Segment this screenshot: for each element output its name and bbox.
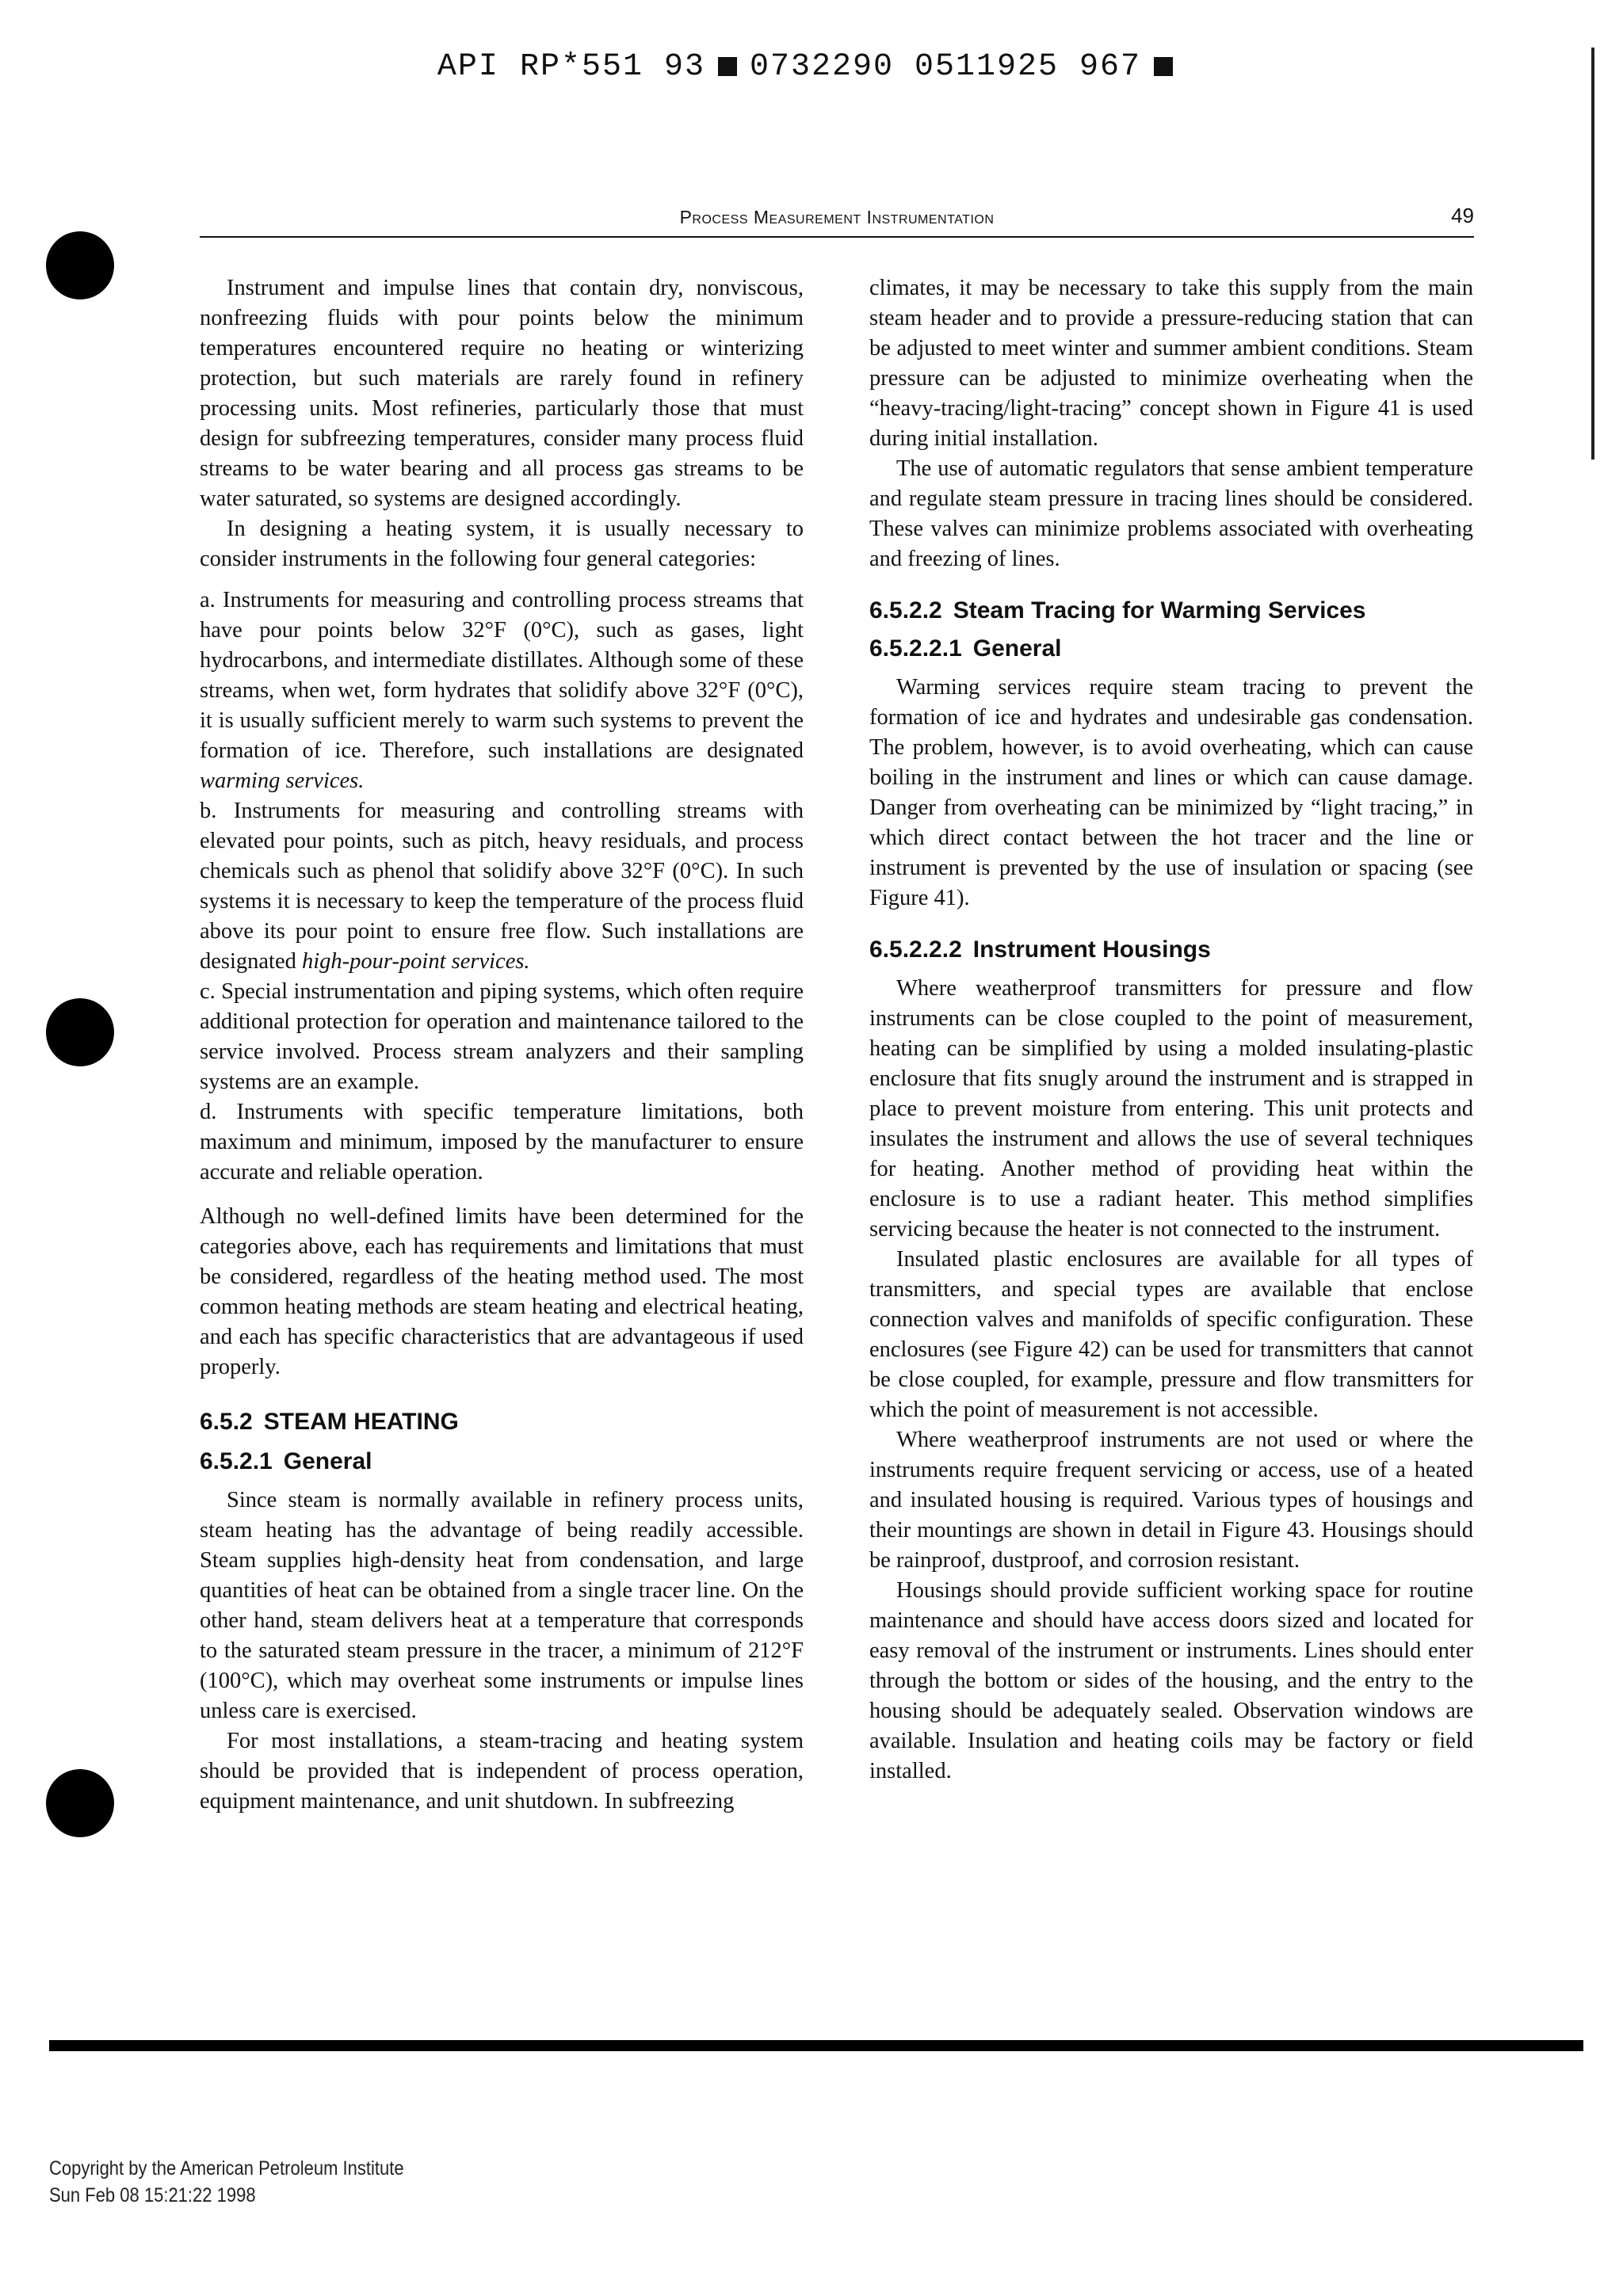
- paragraph: The use of automatic regulators that sense ambient temperature and regulate steam pressure in tracing lines should be considered. These valves can minimize problems associated with overheating and freezing of lines.: [869, 456, 1473, 571]
- copyright-line: Copyright by the American Petroleum Institute: [49, 2157, 404, 2180]
- paragraph: Although no well-defined limits have been determined for the categories above, each has requirements and limitations that must be considered, regardless of the heating method used. The most common heating methods are steam heating and electrical heating, and each has specific characteristics that are advantageous if used properly.: [200, 1204, 804, 1379]
- stamp-block-mark: [1154, 57, 1173, 76]
- left-column: [200, 273, 804, 1817]
- section-title: Instrument Housings: [972, 936, 1211, 963]
- bottom-rule: [49, 2040, 1583, 2051]
- right-column: [869, 273, 1473, 1787]
- list-item-text: a. Instruments for measuring and controlling process streams that have pour points below 32°F (0°C), such as gases, light hydrocarbons, and intermediate distillates. Although some of these streams, when wet, form hydrates that solidify above 32°F (0°C), it is usually sufficient merely to warm such systems to prevent the formation of ice. Therefore, such installations are designated: [200, 588, 804, 763]
- paragraph: Housings should provide sufficient working space for routine maintenance and should have access doors sized and located for easy removal of the instrument or instruments. Lines should enter through the bottom or sides of the housing, and the entry to the housing should be adequately sealed. Observation windows are available. Insulation and heating coils may be factory or field installed.: [869, 1578, 1473, 1783]
- subsection-heading: [869, 595, 1473, 627]
- paragraph: Since steam is normally available in refinery process units, steam heating has the advantage of being readily accessible. Steam supplies high-density heat from condensation, and large quantities of heat can be obtained from a single tracer line. On the other hand, steam delivers heat at a temperature that corresponds to the saturated steam pressure in the tracer, a minimum of 212°F (100°C), which may overheat some instruments or impulse lines unless care is exercised.: [200, 1488, 804, 1723]
- paragraph: Where weatherproof transmitters for pressure and flow instruments can be close coupled to the point of measurement, heating can be simplified by using a molded insulating-plastic enclosure that fits snugly around the instrument and is strapped in place to prevent moisture from entering. This unit protects and insulates the instrument and allows the use of several techniques for heating. Another method of providing heat within the enclosure is to use a radiant heater. This method simplifies servicing because the heater is not connected to the instrument.: [869, 976, 1473, 1241]
- paragraph: For most installations, a steam-tracing and heating system should be provided that is independent of process operation, equipment maintenance, and unit shutdown. In subfreezing: [200, 1729, 804, 1814]
- section-title: Steam Tracing for Warming Services: [953, 597, 1366, 624]
- punch-hole: [46, 231, 114, 299]
- category-list: [200, 585, 804, 1188]
- section-number: 6.5.2.2.2: [869, 936, 962, 963]
- page-number: 49: [1451, 204, 1474, 227]
- page-header: [200, 198, 1474, 238]
- subsection-heading: [869, 633, 1473, 665]
- section-title: STEAM HEATING: [263, 1409, 459, 1435]
- stamp-block-mark: [718, 57, 737, 76]
- list-item: [200, 585, 804, 796]
- paragraph: Instrument and impulse lines that contain dry, nonviscous, nonfreezing fluids with pour points below the minimum temperatures encountered require no heating or winterizing protection, but such materials are rarely found in refinery processing units. Most refineries, particularly those that must design for subfreezing temperatures, consider many process fluid streams to be water bearing and all process gas streams to be water saturated, so systems are designed accordingly.: [200, 276, 804, 511]
- section-heading: [200, 1406, 804, 1438]
- subsection-heading: [200, 1446, 804, 1478]
- paragraph: Insulated plastic enclosures are available for all types of transmitters, and special types are available that enclose connection valves and manifolds of specific configuration. These enclosures (see Figure 42) can be used for transmitters that cannot be close coupled, for example, pressure and flow transmitters for which the point of measurement is not accessible.: [869, 1247, 1473, 1422]
- section-number: 6.5.2.1: [200, 1448, 273, 1474]
- scan-edge-line: [1591, 48, 1594, 460]
- list-item: c. Special instrumentation and piping systems, which often require additional protection for operation and maintenance tailored to the service involved. Process stream analyzers and their sampling systems are an example.: [200, 979, 804, 1094]
- timestamp-line: Sun Feb 08 15:21:22 1998: [49, 2184, 256, 2206]
- copyright-footer: [49, 2155, 404, 2209]
- stamp-code-1: API RP*551 93: [437, 49, 705, 85]
- paragraph: Where weatherproof instruments are not used or where the instruments require frequent servicing or access, use of a heated and insulated housing is required. Various types of housings and their mountings are shown in detail in Figure 43. Housings should be rainproof, dustproof, and corrosion resistant.: [869, 1428, 1473, 1573]
- list-item: [200, 796, 804, 977]
- running-title: Process Measurement Instrumentation: [679, 207, 995, 227]
- section-title: General: [283, 1448, 372, 1474]
- section-number: 6.5.2.2.1: [869, 635, 962, 662]
- subsection-heading: [869, 934, 1473, 966]
- document-id-stamp: [0, 49, 1623, 85]
- stamp-code-2: 0732290 0511925 967: [749, 49, 1142, 85]
- list-item-term: high-pour-point services.: [302, 949, 530, 974]
- list-item-term: warming services.: [200, 769, 365, 793]
- punch-hole: [46, 1769, 114, 1837]
- paragraph: Warming services require steam tracing to prevent the formation of ice and hydrates and undesirable gas condensation. The problem, however, is to avoid overheating, which can cause boiling in the instrument and lines or which can cause damage. Danger from overheating can be minimized by “light tracing,” in which direct contact between the hot tracer and the line or instrument is prevented by the use of insulation or spacing (see Figure 41).: [869, 675, 1473, 910]
- paragraph: In designing a heating system, it is usually necessary to consider instruments in the following four general categories:: [200, 517, 804, 571]
- paragraph: climates, it may be necessary to take this supply from the main steam header and to provide a pressure-reducing station that can be adjusted to meet winter and summer ambient conditions. Steam pressure can be adjusted to minimize overheating when the “heavy-tracing/light-tracing” concept shown in Figure 41 is used during initial installation.: [869, 276, 1473, 451]
- section-title: General: [972, 635, 1062, 662]
- list-item-text: b. Instruments for measuring and controlling streams with elevated pour points, such as pitch, heavy residuals, and process chemicals such as phenol that solidify above 32°F (0°C). In such systems it is necessary to keep the temperature of the process fluid above its pour point to ensure free flow. Such installations are designated: [200, 799, 804, 974]
- section-number: 6.5.2.2: [869, 597, 942, 624]
- section-number: 6.5.2: [200, 1409, 253, 1435]
- punch-hole: [46, 998, 114, 1066]
- list-item: d. Instruments with specific temperature limitations, both maximum and minimum, imposed by the manufacturer to ensure accurate and reliable operation.: [200, 1100, 804, 1184]
